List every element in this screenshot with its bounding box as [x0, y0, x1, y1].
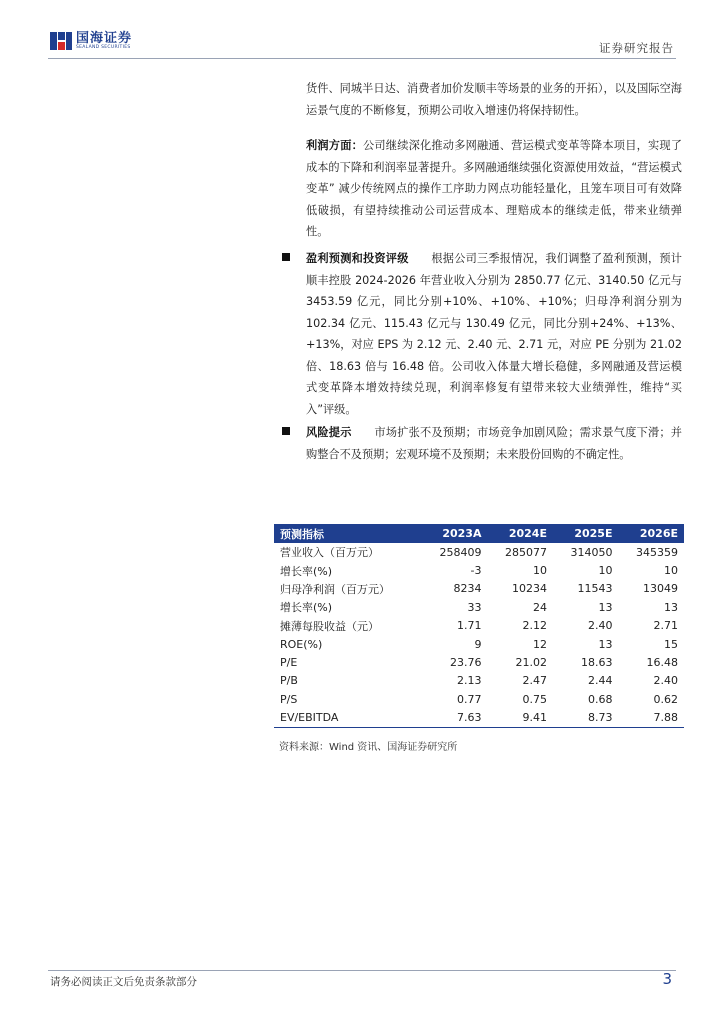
header-cell: 预测指标 — [274, 524, 422, 543]
table-cell: 2.13 — [456, 674, 482, 688]
forecast-text: 根据公司三季报情况，我们调整了盈利预测，预计顺丰控股 2024-2026 年营业收入分别为 2850.77 亿元、3140.50 亿元与 3453.59 亿元，同比分别+10%、+10%、+10%；归母净利润分别为 102.34 亿元、115.43 亿元与 130.49 亿元，同比分别+24%、+13%、+13%，对应 EPS 为 2.12 元、2.40 元、2.71 元，对应 PE 分别为 21.02 倍、18.63 倍与 16.48 倍。公司收入体量大增长稳健，多网融通及营运模式变革降本增效持续兑现，利润率修复有望带来较大业绩弹性，维持“买入”评级。 — [306, 252, 682, 416]
table-row — [274, 617, 684, 635]
risk-text: 市场扩张不及预期；市场竞争加剧风险；需求景气度下滑；并购整合不及预期；宏观环境不及预期；未来股份回购的不确定性。 — [306, 426, 682, 461]
header-divider — [48, 58, 676, 59]
table-row — [274, 653, 684, 671]
table-cell: 7.88 — [618, 709, 684, 728]
row-label: EV/EBITDA — [274, 709, 422, 728]
table-cell: 2.44 — [587, 674, 613, 688]
table-cell: 0.62 — [653, 692, 678, 706]
company-logo — [50, 31, 132, 51]
table-cell: 23.76 — [449, 656, 482, 670]
page-number: 3 — [662, 970, 672, 988]
table-cell: 15 — [664, 637, 678, 651]
table-cell: 10 — [532, 564, 547, 578]
page-header — [0, 0, 724, 62]
forecast-section — [282, 248, 682, 420]
table-cell: 258409 — [439, 545, 482, 559]
row-label: P/B — [280, 674, 298, 688]
table-cell: 18.63 — [580, 656, 613, 670]
table-cell: 13049 — [643, 582, 678, 596]
profit-text: 公司继续深化推动多网融通、营运模式变革等降本项目，实现了成本的下降和利润率显著提升。多网融通继续强化资源使用效益，“营运模式变革” 减少传统网点的操作工序助力网点功能轻量化，且笼车项目可有效降低破损，有望持续推动公司运营成本、理赔成本的继续走低，带来业绩弹性。 — [306, 139, 682, 238]
table-source-note: 资料来源：Wind 资讯、国海证券研究所 — [279, 742, 458, 753]
table-row — [274, 598, 684, 616]
logo-name-cn: 国海证券 — [76, 30, 133, 46]
table-cell: 21.02 — [515, 656, 547, 670]
table-row — [274, 709, 684, 728]
row-label: P/S — [280, 692, 298, 706]
header-cell: 2025E — [553, 524, 619, 543]
table-cell: 24 — [532, 600, 547, 614]
table-cell: 2.12 — [522, 619, 547, 633]
table-row — [274, 672, 684, 690]
table-cell: 1.71 — [456, 619, 482, 633]
table-cell: 12 — [532, 637, 547, 651]
row-label: 营业收入（百万元） — [280, 546, 379, 560]
table-cell: 13 — [664, 600, 678, 614]
header-cell: 2023A — [422, 524, 488, 543]
table-cell: 2.47 — [522, 674, 547, 688]
row-label: 摊薄每股收益（元） — [280, 619, 379, 633]
table-cell: 9.41 — [487, 709, 553, 728]
table-cell: 13 — [598, 637, 613, 651]
table-cell: 8.73 — [553, 709, 619, 728]
row-label: 增长率(%) — [280, 601, 333, 615]
table-cell: 8234 — [453, 582, 482, 596]
table-cell: 16.48 — [646, 656, 678, 670]
risk-label: 风险提示 — [306, 426, 352, 439]
table-cell: 2.40 — [587, 619, 613, 633]
logo-name-en: SEALAND SECURITIES — [76, 44, 131, 50]
forecast-table — [274, 524, 684, 728]
table-row — [274, 561, 684, 579]
header-cell: 2026E — [618, 524, 684, 543]
forecast-label: 盈利预测和投资评级 — [306, 252, 409, 265]
table-header-row — [274, 524, 684, 543]
table-cell: 0.68 — [587, 692, 613, 706]
logo-mark-icon — [50, 31, 72, 51]
table-cell: 13 — [598, 600, 613, 614]
risk-section — [282, 422, 682, 465]
row-label: 归母净利润（百万元） — [280, 582, 390, 596]
table-cell: 2.40 — [653, 674, 678, 688]
header-cell: 2024E — [487, 524, 553, 543]
table-row — [274, 690, 684, 708]
table-row — [274, 635, 684, 653]
table-row — [274, 580, 684, 598]
profit-label: 利润方面： — [306, 139, 363, 152]
table-cell: -3 — [470, 564, 482, 578]
continuation-text: 货件、同城半日达、消费者加价发顺丰等场景的业务的开拓），以及国际空海运景气度的不断修复，预期公司收入增速仍将保持韧性。 — [306, 82, 682, 117]
row-label: P/E — [280, 656, 298, 670]
table-cell: 9 — [474, 637, 482, 651]
footer-divider — [48, 970, 676, 971]
bullet-square-icon — [282, 427, 290, 435]
table-cell: 0.77 — [456, 692, 482, 706]
row-label: 增长率(%) — [280, 564, 333, 578]
table-cell: 285077 — [504, 545, 547, 559]
table-cell: 2.71 — [653, 619, 678, 633]
table-cell: 7.63 — [422, 709, 488, 728]
table-cell: 10 — [598, 564, 613, 578]
profit-paragraph — [306, 135, 682, 243]
table-cell: 10234 — [511, 582, 547, 596]
table-cell: 11543 — [577, 582, 613, 596]
table-cell: 0.75 — [522, 692, 547, 706]
continuation-paragraph — [306, 78, 682, 121]
footer-disclaimer: 请务必阅读正文后免责条款部分 — [50, 976, 197, 988]
table-cell: 33 — [467, 600, 482, 614]
table-cell: 345359 — [636, 545, 678, 559]
table-cell: 10 — [664, 564, 678, 578]
row-label: ROE(%) — [280, 637, 323, 651]
table-row — [274, 543, 684, 561]
report-type-label: 证券研究报告 — [599, 41, 674, 55]
table-cell: 314050 — [570, 545, 613, 559]
bullet-square-icon — [282, 253, 290, 261]
